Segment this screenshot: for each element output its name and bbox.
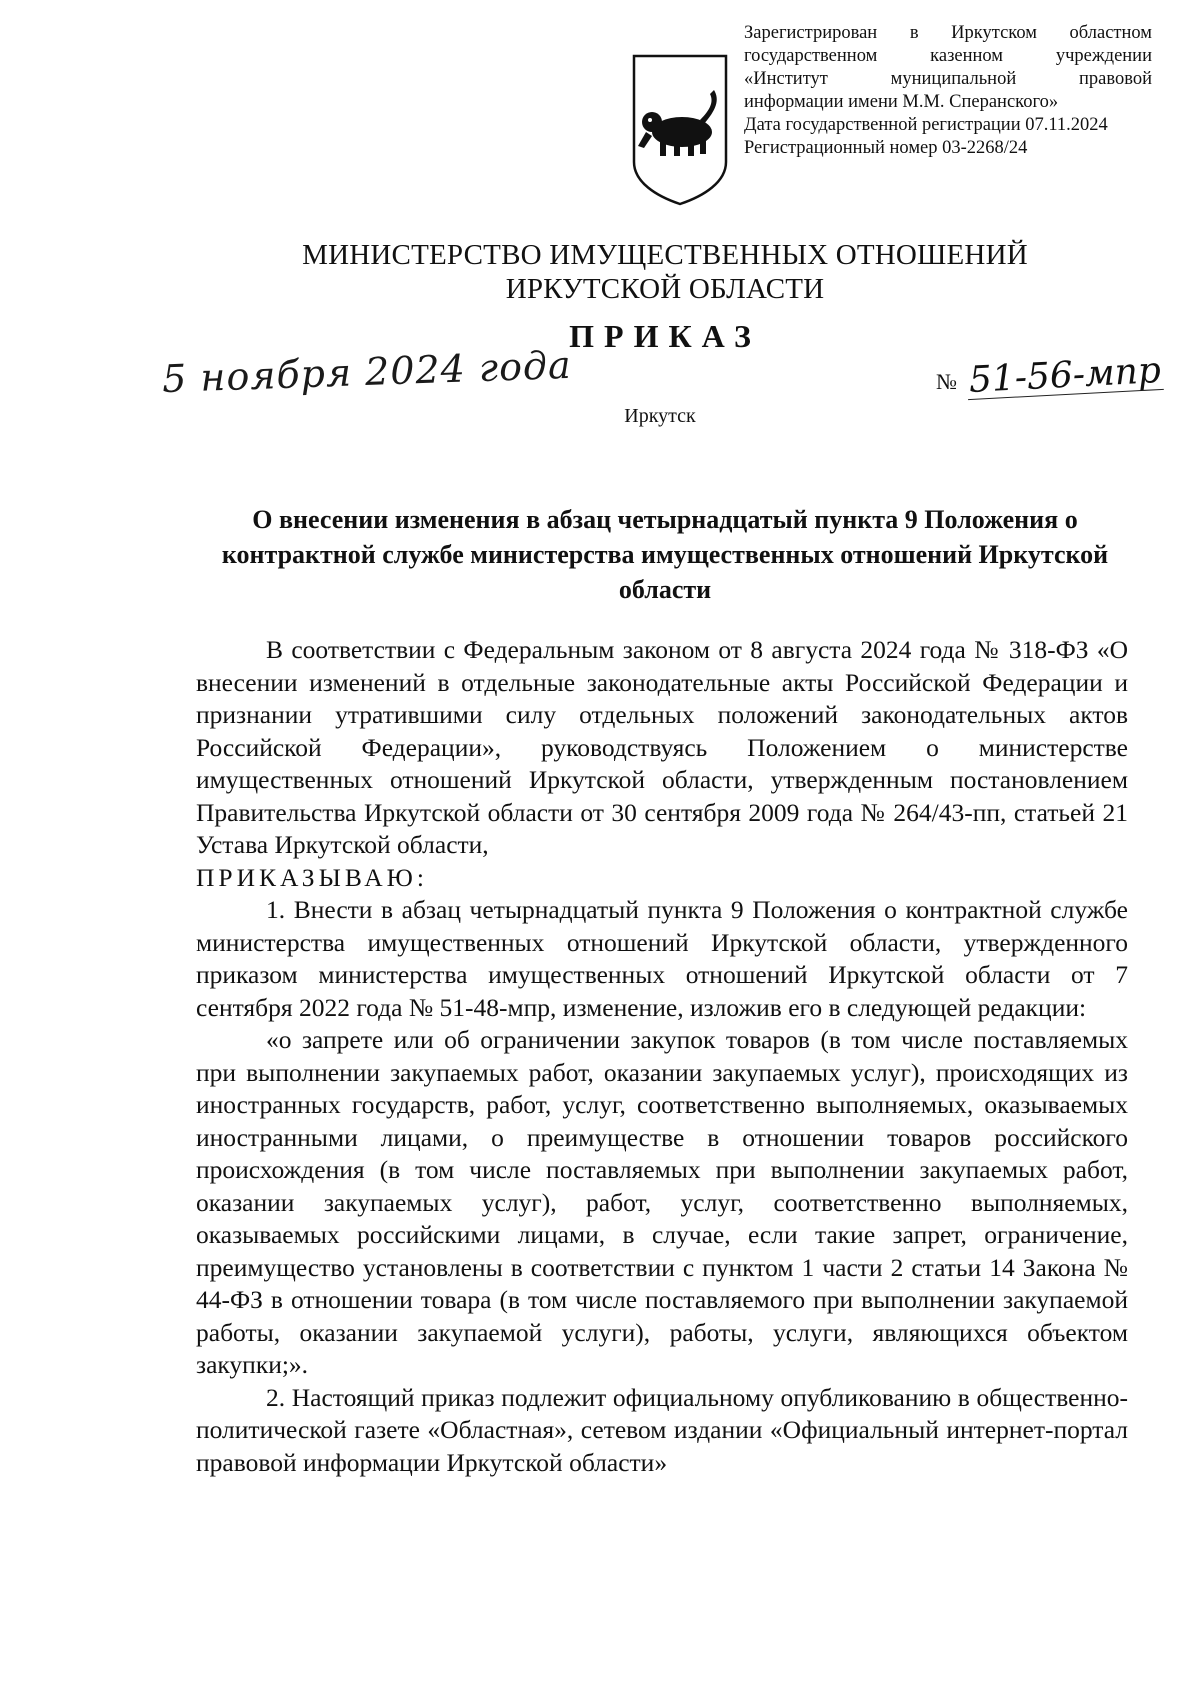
handwritten-number: 51-56-мпр	[967, 350, 1162, 401]
coat-of-arms-icon	[628, 50, 732, 208]
registration-line: Зарегистрирован в Иркутском областном	[744, 23, 1152, 43]
document-type: ПРИКАЗ	[569, 318, 761, 354]
ministry-name	[200, 238, 1130, 306]
preamble-paragraph: В соответствии с Федеральным законом от 8 августа 2024 года № 318-ФЗ «О внесении изменений в отдельные законодательные акты Российской Федерации и признании утратившими силу отдельных положений законодательных актов Российской Федерации», руководствуясь Положением о министерстве имущественных отношений Иркутской области, утвержденным постановлением Правительства Иркутской области от 30 сентября 2009 года № 264/43-пп, статьей 21 Устава Иркутской области,	[196, 635, 1128, 859]
document-subject: О внесении изменения в абзац четырнадцатый пункта 9 Положения о контрактной службе министерства имущественных отношений Иркутской области	[221, 505, 1109, 604]
registration-line: государственном казенном учреждении	[744, 46, 1152, 66]
number-sign: №	[936, 369, 957, 394]
registration-line: информации имени М.М. Сперанского»	[744, 92, 1059, 112]
item-1-paragraph: 1. Внести в абзац четырнадцатый пункта 9 Положения о контрактной службе министерства имущественных отношений Иркутской области, утвержденного приказом министерства имущественных отношений Иркутской области от 7 сентября 2022 года № 51-48-мпр, изменение, изложив его в следующей редакции:	[196, 895, 1128, 1022]
registration-line: Дата государственной регистрации 07.11.2024	[744, 115, 1108, 135]
registration-line: Регистрационный номер 03-2268/24	[744, 138, 1028, 158]
document-number	[936, 350, 1163, 401]
ministry-name-line: МИНИСТЕРСТВО ИМУЩЕСТВЕННЫХ ОТНОШЕНИЙ	[302, 239, 1028, 271]
city-name: Иркутск	[624, 405, 696, 427]
quoted-text-paragraph: «о запрете или об ограничении закупок товаров (в том числе поставляемых при выполнении закупаемых работ, оказании закупаемых услуг), происходящих из иностранных государств, работ, услуг, соответственно выполняемых, оказываемых иностранными лицами, о преимуществе в отношении товаров российского происхождения (в том числе поставляемых при выполнении закупаемых работ, оказании закупаемых услуг), работ, услуг, соответственно выполняемых, оказываемых российскими лицами, в случае, если такие запрет, ограничение, преимущество установлены в соответствии с пунктом 1 части 2 статьи 14 Закона № 44-ФЗ в отношении товара (в том числе поставляемого при выполнении закупаемой работы, оказании закупаемой услуги), работы, услуги, являющихся объектом закупки;».	[196, 1025, 1128, 1379]
ministry-name-line: ИРКУТСКОЙ ОБЛАСТИ	[505, 273, 825, 305]
registration-line: «Институт муниципальной правовой	[744, 69, 1152, 89]
item-2-paragraph: 2. Настоящий приказ подлежит официальному опубликованию в общественно-политической газете «Областная», сетевом издании «Официальный интернет-портал правовой информации Иркутской области»	[196, 1382, 1128, 1477]
document-body	[196, 634, 1128, 1479]
handwritten-date: 5 ноября 2024 года	[161, 342, 573, 402]
registration-stamp	[744, 22, 1152, 160]
order-word: ПРИКАЗЫВАЮ:	[196, 862, 428, 892]
